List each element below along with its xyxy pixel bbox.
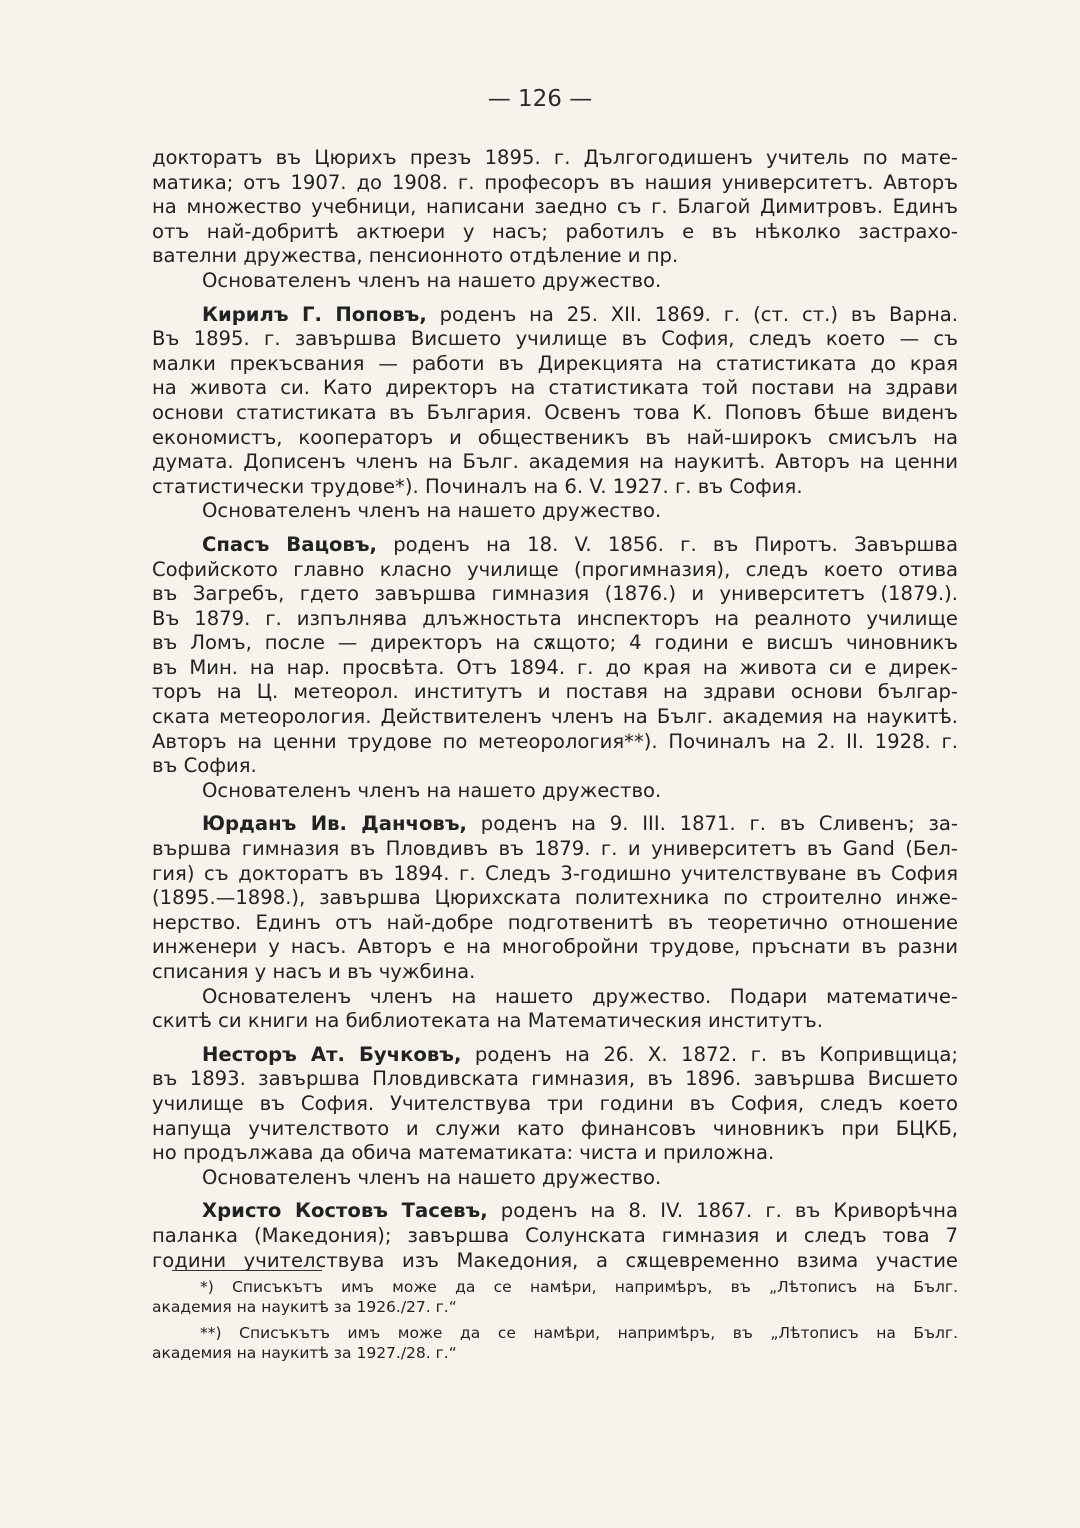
entry-spas-vatsov	[152, 533, 958, 779]
entry-kiril-popov	[152, 303, 958, 500]
text-line: Юрданъ Ив. Данчовъ, роденъ на 9. III. 1871. г. въ Сливенъ; за-	[202, 812, 958, 836]
text-line: но продължава да обича математиката: чиста и приложна.	[152, 1141, 775, 1165]
text-line: училище въ София. Учителствува три години въ София, следъ което	[152, 1091, 958, 1115]
person-name: Кирилъ Г. Поповъ,	[202, 302, 427, 326]
person-name: Спасъ Вацовъ,	[202, 532, 377, 556]
text-line: Спасъ Вацовъ, роденъ на 18. V. 1856. г. въ Пиротъ. Завършва	[202, 532, 958, 556]
text-line: на множество учебници, написани заедно съ г. Благой Димитровъ. Единъ	[152, 195, 958, 219]
text-line: Въ 1895. г. завършва Висшето училище въ София, следъ което — съ	[152, 327, 958, 351]
text-line: въ Загребъ, гдето завършва гимназия (1876.) и университетъ (1879.).	[152, 582, 958, 606]
text-line: торъ на Ц. метеорол. институтъ и поставя на здрави основи българ-	[152, 680, 958, 704]
text-line: матика; отъ 1907. до 1908. г. професоръ въ нашия университетъ. Авторъ	[152, 170, 958, 194]
text-line: статистически трудове*). Починалъ на 6. V. 1927. г. въ София.	[152, 474, 803, 498]
body-text	[152, 146, 958, 1273]
text-line: економистъ, кооператоръ и общественикъ въ най-широкъ смисълъ на	[152, 425, 958, 449]
founder-note: Основателенъ членъ на нашето дружество.	[202, 499, 662, 523]
text-line: отъ най-добритѣ актюери у насъ; работилъ е въ нѣколко застрахо-	[152, 219, 958, 243]
text-line: основи статистиката въ България. Освенъ това К. Поповъ бѣше виденъ	[152, 400, 958, 424]
founder-note: Основателенъ членъ на нашето дружество.	[202, 1165, 662, 1189]
text-line: гия) съ докторатъ въ 1894. г. Следъ 3-годишно учителствуване въ София	[152, 861, 958, 885]
text-line: въ София.	[152, 754, 257, 778]
founder-note: Основателенъ членъ на нашето дружество.	[202, 778, 662, 802]
footnote-1: *) Списъкътъ имъ може да се намѣри, напримѣръ, въ „Лѣтописъ на Бълг. академия на наукитѣ за 1926./27. г.“	[152, 1278, 958, 1316]
text-line: Христо Костовъ Тасевъ, роденъ на 8. IV. 1867. г. въ Криворѣчна	[202, 1199, 958, 1223]
paragraph-continuation	[152, 146, 958, 269]
footnote-divider	[172, 1270, 322, 1271]
text-line: въ Ломъ, после — директоръ на сѫщото; 4 години е висшъ чиновникъ	[152, 631, 958, 655]
entry-yurdan-danchov	[152, 812, 958, 984]
text-line: ската метеорология. Действителенъ членъ на Бълг. академия на наукитѣ.	[152, 705, 958, 729]
text-line: списания у насъ и въ чужбина.	[152, 960, 476, 983]
person-name: Юрданъ Ив. Данчовъ,	[202, 812, 467, 836]
text-line: нерство. Единъ отъ най-добре подготвенитѣ въ теоретично отношение	[152, 910, 958, 934]
text-line: Софийското главно класно училище (прогимназия), следъ което отива	[152, 557, 958, 581]
founder-note: Основателенъ членъ на нашето дружество.	[202, 268, 662, 292]
text-line: малки прекъсвания — работи въ Дирекцията на статистиката до края	[152, 351, 958, 375]
text-line: вършва гимназия въ Пловдивъ въ 1879. г. и университетъ въ Gand (Бел-	[152, 837, 958, 861]
text-line: години учителствува изъ Македония, а сѫщевременно взима участие	[152, 1248, 958, 1272]
text-line: инженери у насъ. Авторъ е на многобройни трудове, пръснати въ разни	[152, 935, 958, 959]
entry-nestor-buchkov	[152, 1043, 958, 1166]
footnotes	[152, 1270, 958, 1369]
text-line: паланка (Македония); завършва Солунската гимназия и следъ това 7	[152, 1223, 958, 1247]
page-number: — 126 —	[487, 86, 593, 112]
footnote-2: **) Списъкътъ имъ може да се намѣри, напримѣръ, въ „Лѣтописъ на Бълг. академия на наукитѣ за 1927./28. г.“	[152, 1324, 958, 1362]
entry-hristo-tasev	[152, 1199, 958, 1273]
text-line: Авторъ на ценни трудове по метеорология**). Починалъ на 2. II. 1928. г.	[152, 729, 958, 753]
text-line: вателни дружества, пенсионното отдѣление и пр.	[152, 244, 679, 268]
text-line: Въ 1879. г. изпълнява длъжностьта инспекторъ на реалното училище	[152, 606, 958, 630]
text-line: напуща учителството и служи като финансовъ чиновникъ при БЦКБ,	[152, 1116, 958, 1140]
text-line: думата. Дописенъ членъ на Бълг. академия на наукитѣ. Авторъ на ценни	[152, 450, 958, 474]
text-line: Несторъ Ат. Бучковъ, роденъ на 26. X. 1872. г. въ Копривщица;	[202, 1042, 958, 1066]
text-line: Кирилъ Г. Поповъ, роденъ на 25. XII. 1869. г. (ст. ст.) въ Варна.	[202, 302, 958, 326]
text-line: въ Мин. на нар. просвѣта. Отъ 1894. г. до края на живота си е дирек-	[152, 655, 958, 679]
text-line: докторатъ въ Цюрихъ презъ 1895. г. Дългогодишенъ учитель по мате-	[152, 146, 958, 169]
person-name: Несторъ Ат. Бучковъ,	[202, 1042, 462, 1066]
person-name: Христо Костовъ Тасевъ,	[202, 1199, 488, 1223]
founder-note: Основателенъ членъ на нашето дружество. Подари математиче- скитѣ си книги на библиотеката на Математическия институтъ.	[152, 984, 958, 1033]
text-line: (1895.—1898.), завършва Цюрихската политехника по строително инже-	[152, 886, 958, 910]
text-line: въ 1893. завършва Пловдивската гимназия, въ 1896. завършва Висшето	[152, 1067, 958, 1091]
text-line: на живота си. Като директоръ на статистиката той постави на здрави	[152, 376, 958, 400]
